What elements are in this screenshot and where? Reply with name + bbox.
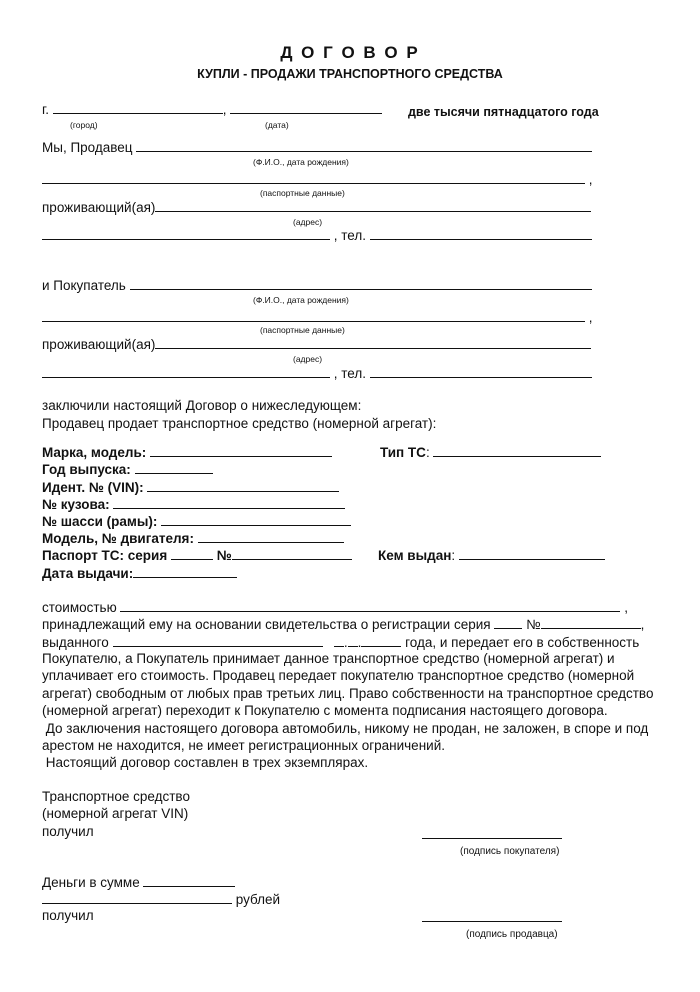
- certificate-text: принадлежащий ему на основании свидетельства о регистрации серия: [42, 617, 491, 632]
- buyer-phone-label: , тел.: [333, 366, 366, 381]
- city-prefix: г.: [42, 102, 50, 117]
- vehicle-type-field[interactable]: [433, 444, 601, 457]
- issued-by-label: Кем выдан: [378, 548, 452, 563]
- seller-address-field-2[interactable]: [42, 227, 330, 240]
- passport-series-field[interactable]: [171, 547, 213, 560]
- money-received-label: получил: [42, 908, 94, 923]
- vehicle-type-row: [380, 444, 601, 461]
- comma: ,: [222, 102, 227, 117]
- seller-label: Мы, Продавец: [42, 140, 133, 155]
- seller-phone-label: , тел.: [333, 228, 366, 243]
- year-field[interactable]: [135, 461, 213, 474]
- body-field[interactable]: [113, 496, 345, 509]
- seller-address-line: [42, 199, 591, 216]
- buyer-address-field[interactable]: [155, 336, 591, 349]
- cost-field[interactable]: [120, 599, 620, 612]
- vehicle-received-label: (номерной агрегат VIN): [42, 806, 189, 821]
- vin-field[interactable]: [147, 479, 339, 492]
- buyer-passport-field[interactable]: [42, 309, 585, 322]
- make-model-row: [42, 444, 332, 461]
- body-line: уплачивает его стоимость. Продавец передает покупателю транспортное средство (номерной: [42, 668, 635, 683]
- buyer-address-line: [42, 336, 591, 353]
- buyer-signature-field[interactable]: [422, 826, 562, 839]
- buyer-phone-field[interactable]: [370, 365, 592, 378]
- passport-number-field[interactable]: [232, 547, 352, 560]
- money-field[interactable]: [143, 874, 235, 887]
- buyer-address-field-2[interactable]: [42, 365, 330, 378]
- body-line: До заключения настоящего договора автомобиль, никому не продан, не заложен, в споре и под: [42, 721, 649, 736]
- chassis-row: [42, 513, 351, 530]
- certificate-issuer-field[interactable]: [113, 634, 323, 647]
- seller-address-caption: (адрес): [293, 217, 323, 227]
- seller-signature-field[interactable]: [422, 909, 562, 922]
- buyer-line: [42, 277, 592, 294]
- vehicle-type-label: Тип ТС: [380, 445, 426, 460]
- colon: :: [425, 445, 430, 460]
- cost-line: стоимостью ,: [42, 600, 628, 615]
- seller-signature-caption: (подпись продавца): [466, 929, 558, 940]
- date-field[interactable]: [230, 101, 382, 114]
- buyer-passport-caption: (паспортные данные): [260, 325, 345, 335]
- year-text: две тысячи пятнадцатого года: [408, 105, 599, 119]
- cost-label: стоимостью: [42, 600, 117, 615]
- certificate-series-field[interactable]: [494, 616, 522, 629]
- year-label: Год выпуска:: [42, 462, 131, 477]
- buyer-label: и Покупатель: [42, 278, 126, 293]
- city-caption: (город): [70, 120, 98, 130]
- vehicle-received-label: получил: [42, 824, 94, 839]
- issued-text: года, и передает его в собственность: [405, 635, 640, 650]
- day-field[interactable]: [334, 634, 344, 647]
- buyer-name-field[interactable]: [130, 277, 592, 290]
- seller-phone-field[interactable]: [370, 227, 592, 240]
- engine-row: [42, 530, 344, 547]
- buyer-residing-label: проживающий(ая): [42, 337, 156, 352]
- seller-line: [42, 139, 592, 156]
- body-line: (номерной агрегат) переходит к Покупателю с момента подписания настоящего договора.: [42, 703, 608, 718]
- body-line: арестом не находится, не имеет регистрационных ограничений.: [42, 738, 445, 753]
- make-model-label: Марка, модель:: [42, 445, 147, 460]
- seller-signature-line: [422, 909, 562, 926]
- issued-by-row: [378, 547, 605, 564]
- issued-by-field[interactable]: [459, 547, 605, 560]
- vehicle-received-label: Транспортное средство: [42, 789, 190, 804]
- city-date-line: [42, 101, 382, 118]
- seller-passport-field[interactable]: [42, 171, 585, 184]
- issue-date-row: [42, 565, 237, 582]
- seller-residing-label: проживающий(ая): [42, 200, 156, 215]
- vin-label: Идент. № (VIN):: [42, 480, 144, 495]
- seller-passport-caption: (паспортные данные): [260, 188, 345, 198]
- money-label: Деньги в сумме: [42, 875, 140, 890]
- money-words-field[interactable]: [42, 891, 232, 904]
- year-row: [42, 461, 213, 478]
- body-row: [42, 496, 345, 513]
- city-field[interactable]: [53, 101, 223, 114]
- buyer-address-caption: (адрес): [293, 354, 323, 364]
- passport-label: Паспорт ТС: серия: [42, 548, 168, 563]
- issue-date-label: Дата выдачи:: [42, 566, 134, 581]
- engine-field[interactable]: [198, 530, 344, 543]
- body-line: Покупателю, а Покупатель принимает данное транспортное средство (номерной агрегат) и: [42, 651, 615, 666]
- number-sign: №: [526, 617, 541, 632]
- make-model-field[interactable]: [150, 444, 332, 457]
- money-line: [42, 874, 235, 891]
- issue-date-field[interactable]: [133, 565, 237, 578]
- certificate-number-field[interactable]: [541, 616, 641, 629]
- document-title: Д О Г О В О Р: [280, 43, 420, 62]
- seller-passport-line: ,: [42, 171, 593, 188]
- body-label: № кузова:: [42, 497, 110, 512]
- intro-line: заключили настоящий Договор о нижеследующем:: [42, 398, 362, 413]
- year-field-2[interactable]: [361, 634, 401, 647]
- number-sign: №: [216, 548, 232, 563]
- intro-line: Продавец продает транспортное средство (номерной агрегат):: [42, 416, 437, 431]
- issued-line: выданного . . года, и передает его в собственность: [42, 635, 640, 650]
- passport-row: [42, 547, 352, 564]
- buyer-signature-caption: (подпись покупателя): [460, 846, 560, 857]
- buyer-signature-line: [422, 826, 562, 843]
- month-field[interactable]: [348, 634, 358, 647]
- buyer-phone-line: [42, 365, 592, 382]
- document-subtitle: КУПЛИ - ПРОДАЖИ ТРАНСПОРТНОГО СРЕДСТВА: [197, 67, 503, 81]
- seller-address-field[interactable]: [155, 199, 591, 212]
- buyer-passport-line: ,: [42, 309, 593, 326]
- date-caption: (дата): [265, 120, 289, 130]
- buyer-name-caption: (Ф.И.О., дата рождения): [253, 295, 349, 305]
- vin-row: [42, 479, 339, 496]
- seller-name-caption: (Ф.И.О., дата рождения): [253, 157, 349, 167]
- engine-label: Модель, № двигателя:: [42, 531, 194, 546]
- body-line: Настоящий договор составлен в трех экземплярах.: [42, 755, 369, 770]
- colon: :: [451, 548, 456, 563]
- rubles-line: [42, 891, 280, 908]
- rubles-label: рублей: [235, 892, 281, 907]
- issued-label: выданного: [42, 635, 109, 650]
- chassis-label: № шасси (рамы):: [42, 514, 158, 529]
- certificate-line: принадлежащий ему на основании свидетельства о регистрации серия № ,: [42, 617, 645, 632]
- body-line: агрегат) свободным от любых прав третьих лиц. Право собственности на транспортное средство: [42, 686, 654, 701]
- chassis-field[interactable]: [161, 513, 351, 526]
- seller-name-field[interactable]: [136, 139, 592, 152]
- seller-phone-line: [42, 227, 592, 244]
